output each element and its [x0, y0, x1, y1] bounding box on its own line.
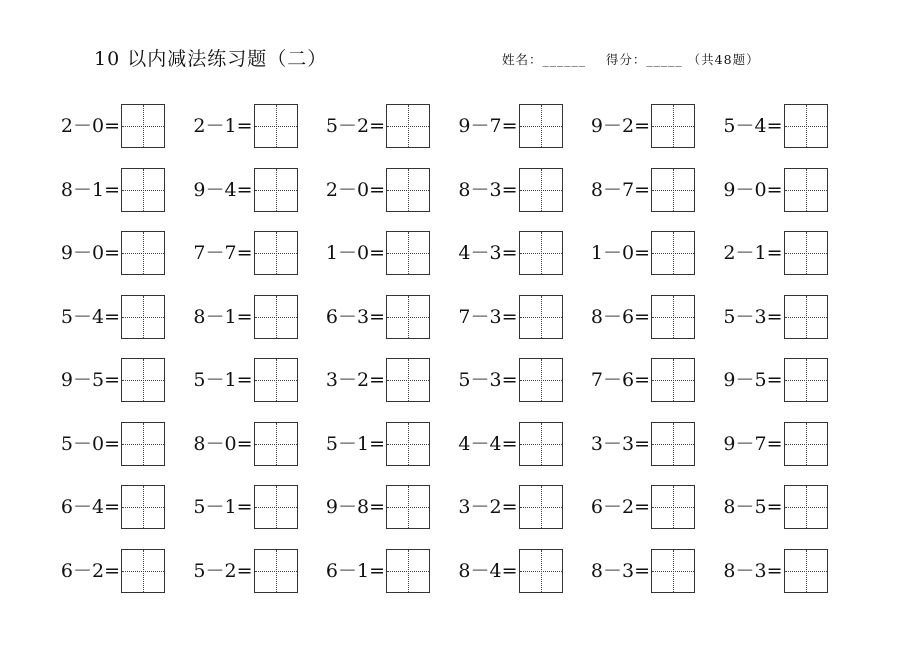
problem-expression: 8－5= [723, 496, 783, 518]
problem-item [588, 358, 721, 402]
problem-item [58, 422, 191, 466]
answer-box[interactable] [784, 549, 828, 593]
problem-item [191, 358, 324, 402]
answer-box[interactable] [519, 168, 563, 212]
problem-expression: 7－7= [193, 242, 253, 264]
answer-box[interactable] [254, 422, 298, 466]
problem-expression: 9－4= [193, 178, 253, 201]
problem-expression: 5－3= [723, 305, 783, 328]
problem-item [456, 422, 589, 466]
answer-box[interactable] [254, 485, 298, 529]
problem-item [58, 168, 191, 212]
problem-expression: 6－1= [325, 559, 385, 582]
problem-item [456, 485, 589, 529]
problem-expression: 3－3= [590, 432, 650, 455]
problem-expression: 7－6= [590, 369, 650, 391]
problem-expression: 8－1= [193, 305, 253, 328]
problem-expression: 9－7= [458, 115, 518, 137]
answer-box[interactable] [784, 485, 828, 529]
problem-item [191, 168, 324, 212]
problem-expression: 5－1= [325, 432, 385, 455]
problem-expression: 5－1= [193, 369, 253, 391]
answer-box[interactable] [254, 168, 298, 212]
answer-box[interactable] [254, 104, 298, 148]
problem-item [588, 422, 721, 466]
problem-expression: 5－2= [325, 115, 385, 137]
answer-box[interactable] [121, 485, 165, 529]
problem-item [588, 485, 721, 529]
total-count-label: （共48题） [687, 52, 760, 67]
answer-box[interactable] [519, 295, 563, 339]
problem-item [58, 358, 191, 402]
problem-item [721, 295, 854, 339]
name-field-label: 姓名：______ [502, 52, 587, 67]
answer-box[interactable] [121, 168, 165, 212]
answer-box[interactable] [121, 104, 165, 148]
problem-grid [58, 104, 853, 612]
problem-expression: 5－4= [60, 305, 120, 328]
answer-box[interactable] [386, 231, 430, 275]
problem-item [588, 295, 721, 339]
problem-expression: 9－7= [723, 432, 783, 455]
answer-box[interactable] [254, 358, 298, 402]
answer-box[interactable] [651, 104, 695, 148]
problem-item [323, 231, 456, 275]
problem-expression: 6－3= [325, 305, 385, 328]
answer-box[interactable] [386, 358, 430, 402]
answer-box[interactable] [386, 485, 430, 529]
problem-item [191, 549, 324, 593]
problem-item [58, 549, 191, 593]
answer-box[interactable] [651, 168, 695, 212]
answer-box[interactable] [784, 422, 828, 466]
problem-expression: 9－5= [60, 369, 120, 391]
problem-item [323, 422, 456, 466]
answer-box[interactable] [254, 549, 298, 593]
answer-box[interactable] [651, 231, 695, 275]
problem-expression: 1－0= [325, 242, 385, 264]
problem-item [588, 231, 721, 275]
problem-item [58, 231, 191, 275]
problem-expression: 9－5= [723, 369, 783, 391]
answer-box[interactable] [784, 231, 828, 275]
problem-expression: 1－0= [590, 242, 650, 264]
problem-expression: 8－3= [590, 559, 650, 582]
problem-expression: 8－1= [60, 178, 120, 201]
answer-box[interactable] [519, 231, 563, 275]
problem-expression: 8－3= [458, 178, 518, 201]
answer-box[interactable] [519, 358, 563, 402]
worksheet-meta [502, 50, 760, 68]
answer-box[interactable] [121, 422, 165, 466]
answer-box[interactable] [651, 422, 695, 466]
problem-expression: 7－3= [458, 305, 518, 328]
answer-box[interactable] [254, 231, 298, 275]
problem-item [588, 168, 721, 212]
problem-item [323, 358, 456, 402]
answer-box[interactable] [651, 549, 695, 593]
problem-item [721, 168, 854, 212]
score-field-label: 得分：_____ [605, 52, 683, 67]
problem-expression: 6－2= [60, 559, 120, 582]
answer-box[interactable] [784, 168, 828, 212]
problem-expression: 5－2= [193, 559, 253, 582]
problem-item [721, 422, 854, 466]
problem-expression: 5－3= [458, 369, 518, 391]
problem-item [58, 104, 191, 148]
answer-box[interactable] [386, 422, 430, 466]
answer-box[interactable] [386, 104, 430, 148]
problem-item [323, 168, 456, 212]
answer-box[interactable] [784, 358, 828, 402]
answer-box[interactable] [784, 104, 828, 148]
answer-box[interactable] [121, 231, 165, 275]
problem-expression: 3－2= [458, 496, 518, 518]
answer-box[interactable] [519, 104, 563, 148]
worksheet-title: 10 以内减法练习题（二） [94, 48, 328, 70]
problem-item [588, 104, 721, 148]
answer-box[interactable] [651, 485, 695, 529]
problem-item [323, 485, 456, 529]
problem-item [323, 549, 456, 593]
problem-expression: 2－1= [193, 115, 253, 137]
problem-expression: 5－0= [60, 432, 120, 455]
problem-item [721, 231, 854, 275]
problem-item [456, 231, 589, 275]
problem-item [456, 295, 589, 339]
problem-item [456, 168, 589, 212]
problem-item [191, 485, 324, 529]
answer-box[interactable] [519, 422, 563, 466]
answer-box[interactable] [254, 295, 298, 339]
problem-expression: 9－2= [590, 115, 650, 137]
problem-item [456, 358, 589, 402]
problem-expression: 8－6= [590, 305, 650, 328]
problem-expression: 6－4= [60, 496, 120, 518]
answer-box[interactable] [121, 358, 165, 402]
problem-item [191, 231, 324, 275]
problem-expression: 5－4= [723, 115, 783, 137]
answer-box[interactable] [121, 295, 165, 339]
problem-expression: 4－3= [458, 242, 518, 264]
answer-box[interactable] [121, 549, 165, 593]
problem-expression: 9－0= [60, 242, 120, 264]
problem-item [721, 104, 854, 148]
answer-box[interactable] [519, 485, 563, 529]
problem-item [721, 549, 854, 593]
problem-expression: 8－0= [193, 432, 253, 455]
problem-expression: 5－1= [193, 496, 253, 518]
problem-item [191, 104, 324, 148]
problem-item [323, 295, 456, 339]
problem-expression: 6－2= [590, 496, 650, 518]
problem-item [323, 104, 456, 148]
problem-expression: 2－1= [723, 242, 783, 264]
problem-expression: 8－7= [590, 178, 650, 201]
problem-expression: 8－4= [458, 559, 518, 582]
answer-box[interactable] [519, 549, 563, 593]
problem-expression: 2－0= [60, 115, 120, 137]
problem-item [721, 485, 854, 529]
problem-expression: 8－3= [723, 559, 783, 582]
problem-expression: 9－8= [325, 496, 385, 518]
problem-item [456, 549, 589, 593]
problem-expression: 2－0= [325, 178, 385, 201]
answer-box[interactable] [651, 358, 695, 402]
problem-item [456, 104, 589, 148]
problem-expression: 3－2= [325, 369, 385, 391]
problem-item [721, 358, 854, 402]
answer-box[interactable] [651, 295, 695, 339]
answer-box[interactable] [784, 295, 828, 339]
problem-expression: 4－4= [458, 432, 518, 455]
problem-item [588, 549, 721, 593]
answer-box[interactable] [386, 549, 430, 593]
answer-box[interactable] [386, 295, 430, 339]
problem-item [191, 422, 324, 466]
problem-item [58, 295, 191, 339]
answer-box[interactable] [386, 168, 430, 212]
problem-item [191, 295, 324, 339]
problem-expression: 9－0= [723, 178, 783, 201]
problem-item [58, 485, 191, 529]
